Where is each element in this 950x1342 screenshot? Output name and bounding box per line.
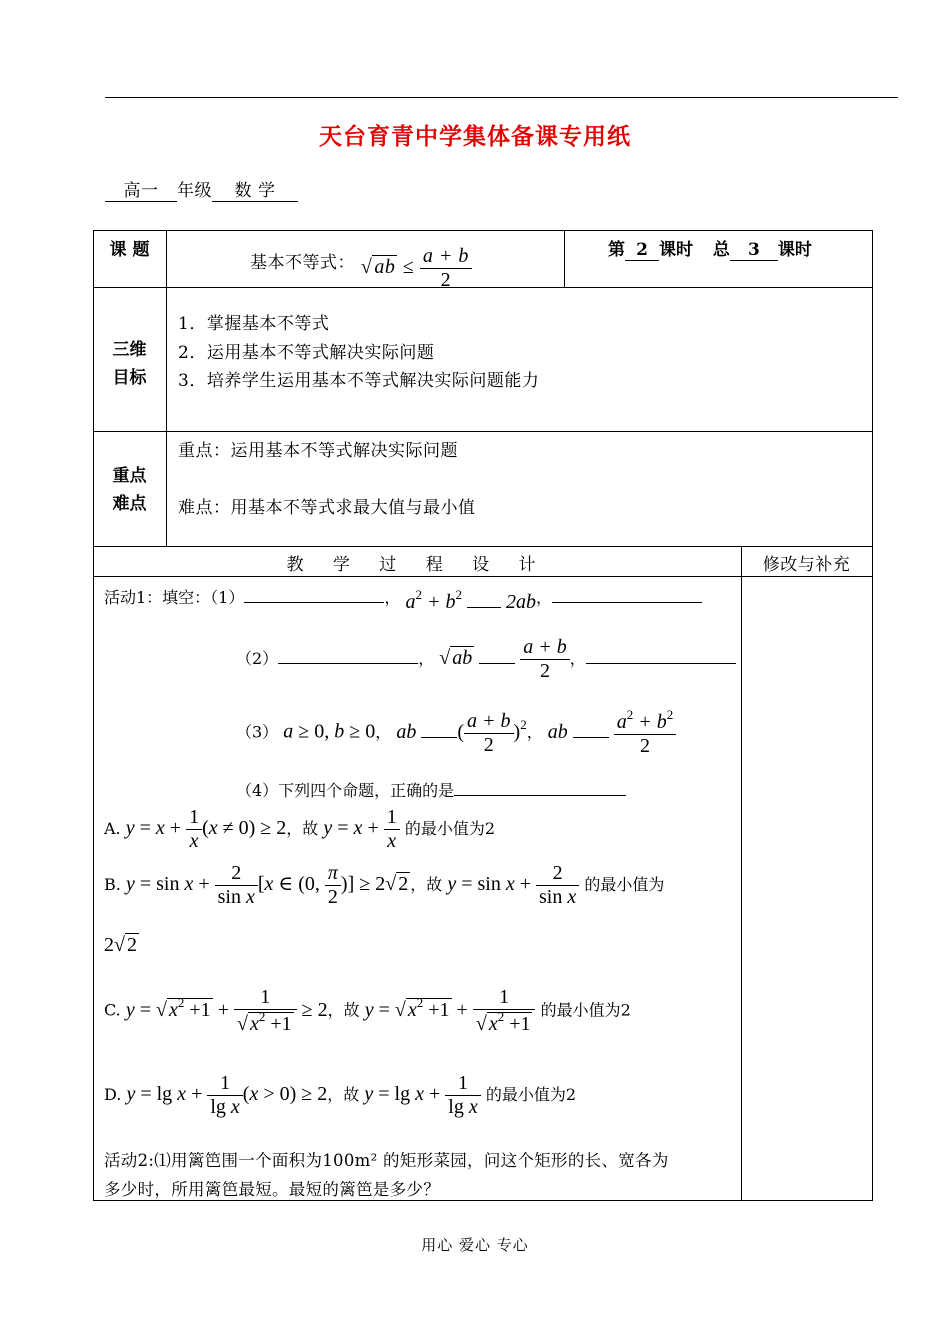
activity2 [104, 1146, 669, 1204]
option-c: C. y = √ $x^2 +1$ + $\frac{1}{√ x^2 +1}$ ≥ 2，故 y = √ $x^2 +1$ + $\frac{1}{√ x^2 +1}$ 的最小值为2 [104, 986, 631, 1035]
difficult-point: 难点：用基本不等式求最大值与最小值 [178, 498, 476, 518]
keypoints-label: 重点 难点 [112, 466, 147, 514]
option-b-value: 2√ 2 [104, 934, 137, 956]
page-title: 天台育青中学集体备课专用纸 [319, 123, 631, 150]
grade-value: 高一 [105, 176, 177, 202]
goal-item: 3．培养学生运用基本不等式解决实际问题能力 [178, 371, 540, 391]
header-rule [105, 97, 898, 98]
grade-subject-line [105, 176, 298, 202]
side-header: 修改与补充 [762, 555, 851, 575]
option-d: D. y = lg x + $\frac{1}{\text{lg x}}$ (x > 0) ≥ 2，故 y = lg x + $\frac{1}{\text{lg x}}$ 的最小值为2 [104, 1072, 577, 1118]
activity1-line3: （3） a ≥ 0, b ≥ 0， ab ( $\frac{a + b}{2}$ )$^2$， ab $\frac{a^2 + b^2}{2}$ [236, 708, 676, 758]
goals-label: 三维 目标 [112, 340, 147, 388]
activity2-line2: 多少时，所用篱笆最短。最短的篱笆是多少？ [104, 1180, 440, 1199]
footer-motto: 用心 爱心 专心 [421, 1236, 529, 1254]
option-a: A. y = x + $\frac{1}{x}$ (x ≠ 0) ≥ 2，故 y = x + $\frac{1}{x}$ 的最小值为2 [104, 806, 495, 852]
activity1-line2: （2） ， √ ab $\frac{a + b}{2}$ ， [236, 636, 736, 683]
topic-content [250, 240, 472, 291]
topic-formula: √ ab ≤ $\frac{a + b}{2}$ [361, 256, 472, 278]
period-info: 第 2 课时 总 3 课时 [608, 240, 812, 260]
goal-item: 2．运用基本不等式解决实际问题 [178, 342, 435, 363]
topic-label: 课 题 [109, 240, 150, 260]
activity2-line1: 活动2:⑴用篱笆围一个面积为100m² 的矩形菜园，问这个矩形的长、宽各为 [104, 1151, 669, 1170]
topic-text: 基本不等式： [250, 253, 355, 274]
grade-suffix: 年级 [177, 181, 212, 201]
activity1-line1: 活动1：填空：（1） ， $a^2 + b^2$ 2ab， [104, 582, 702, 609]
period-number: 2 [625, 240, 659, 261]
activity1-line4: （4）下列四个命题，正确的是 [236, 778, 626, 801]
goals-list [178, 310, 539, 396]
total-number: 3 [730, 240, 778, 261]
goal-item: 1．掌握基本不等式 [178, 314, 330, 334]
key-point: 重点：运用基本不等式解决实际问题 [178, 441, 458, 461]
option-b: B. y = sin x + $\frac{2}{\text{sin x}}$ [x ∈ (0, $\frac{\pi}{2}$ )] ≥ 2√ 2 ，故 y = sin x + $\frac{2}{\text{sin x}}$ 的最小值为 [104, 862, 665, 908]
subject-value: 数 学 [212, 176, 298, 202]
process-header: 教 学 过 程 设 计 [286, 555, 548, 575]
